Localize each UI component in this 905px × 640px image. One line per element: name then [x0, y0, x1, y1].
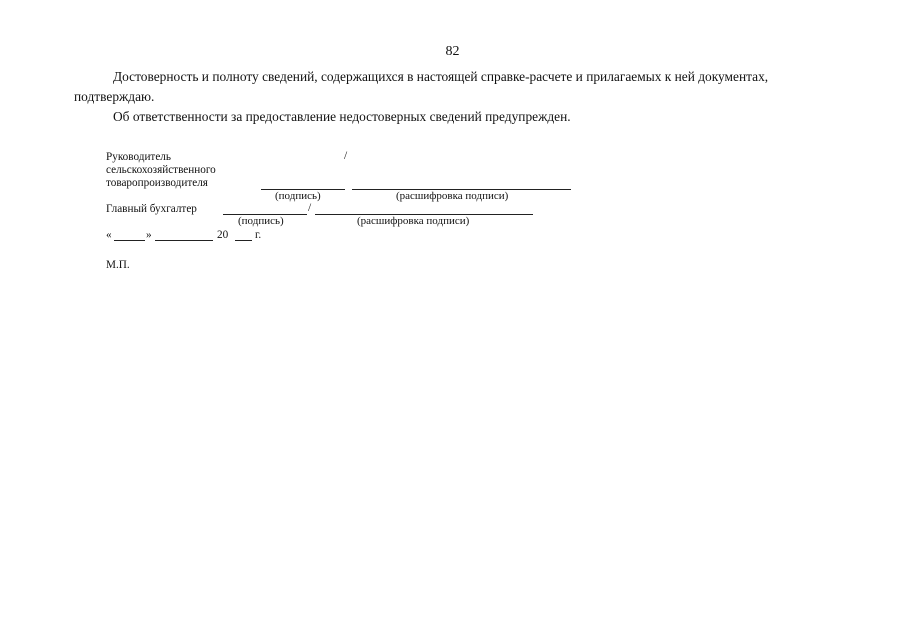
accountant-label: Главный бухгалтер [106, 203, 197, 215]
confirmation-paragraph-line1: Достоверность и полноту сведений, содержащихся в настоящей справке-расчете и прилагаемых к ней документах, [113, 69, 769, 84]
head-label-line3: товаропроизводителя [106, 177, 208, 189]
accountant-slash: / [308, 202, 312, 214]
accountant-decryption-caption: (расшифровка подписи) [357, 215, 470, 227]
date-year-line [235, 240, 252, 241]
responsibility-paragraph: Об ответственности за предоставление недостоверных сведений предупрежден. [113, 109, 571, 124]
date-open-quote: « [106, 229, 112, 241]
stamp-label: М.П. [106, 259, 130, 271]
head-signature-caption: (подпись) [275, 190, 321, 202]
date-close-quote: » [146, 229, 152, 241]
confirmation-paragraph-line2: подтверждаю. [74, 89, 155, 104]
page-number: 82 [445, 44, 460, 59]
head-slash: / [344, 150, 348, 162]
date-day-line [114, 240, 145, 241]
accountant-signature-caption: (подпись) [238, 215, 284, 227]
head-decryption-caption: (расшифровка подписи) [396, 190, 509, 202]
head-label-line2: сельскохозяйственного [106, 164, 216, 176]
date-year-prefix: 20 [217, 229, 229, 241]
head-label-line1: Руководитель [106, 151, 171, 163]
date-year-suffix: г. [255, 229, 262, 241]
date-month-line [155, 240, 213, 241]
